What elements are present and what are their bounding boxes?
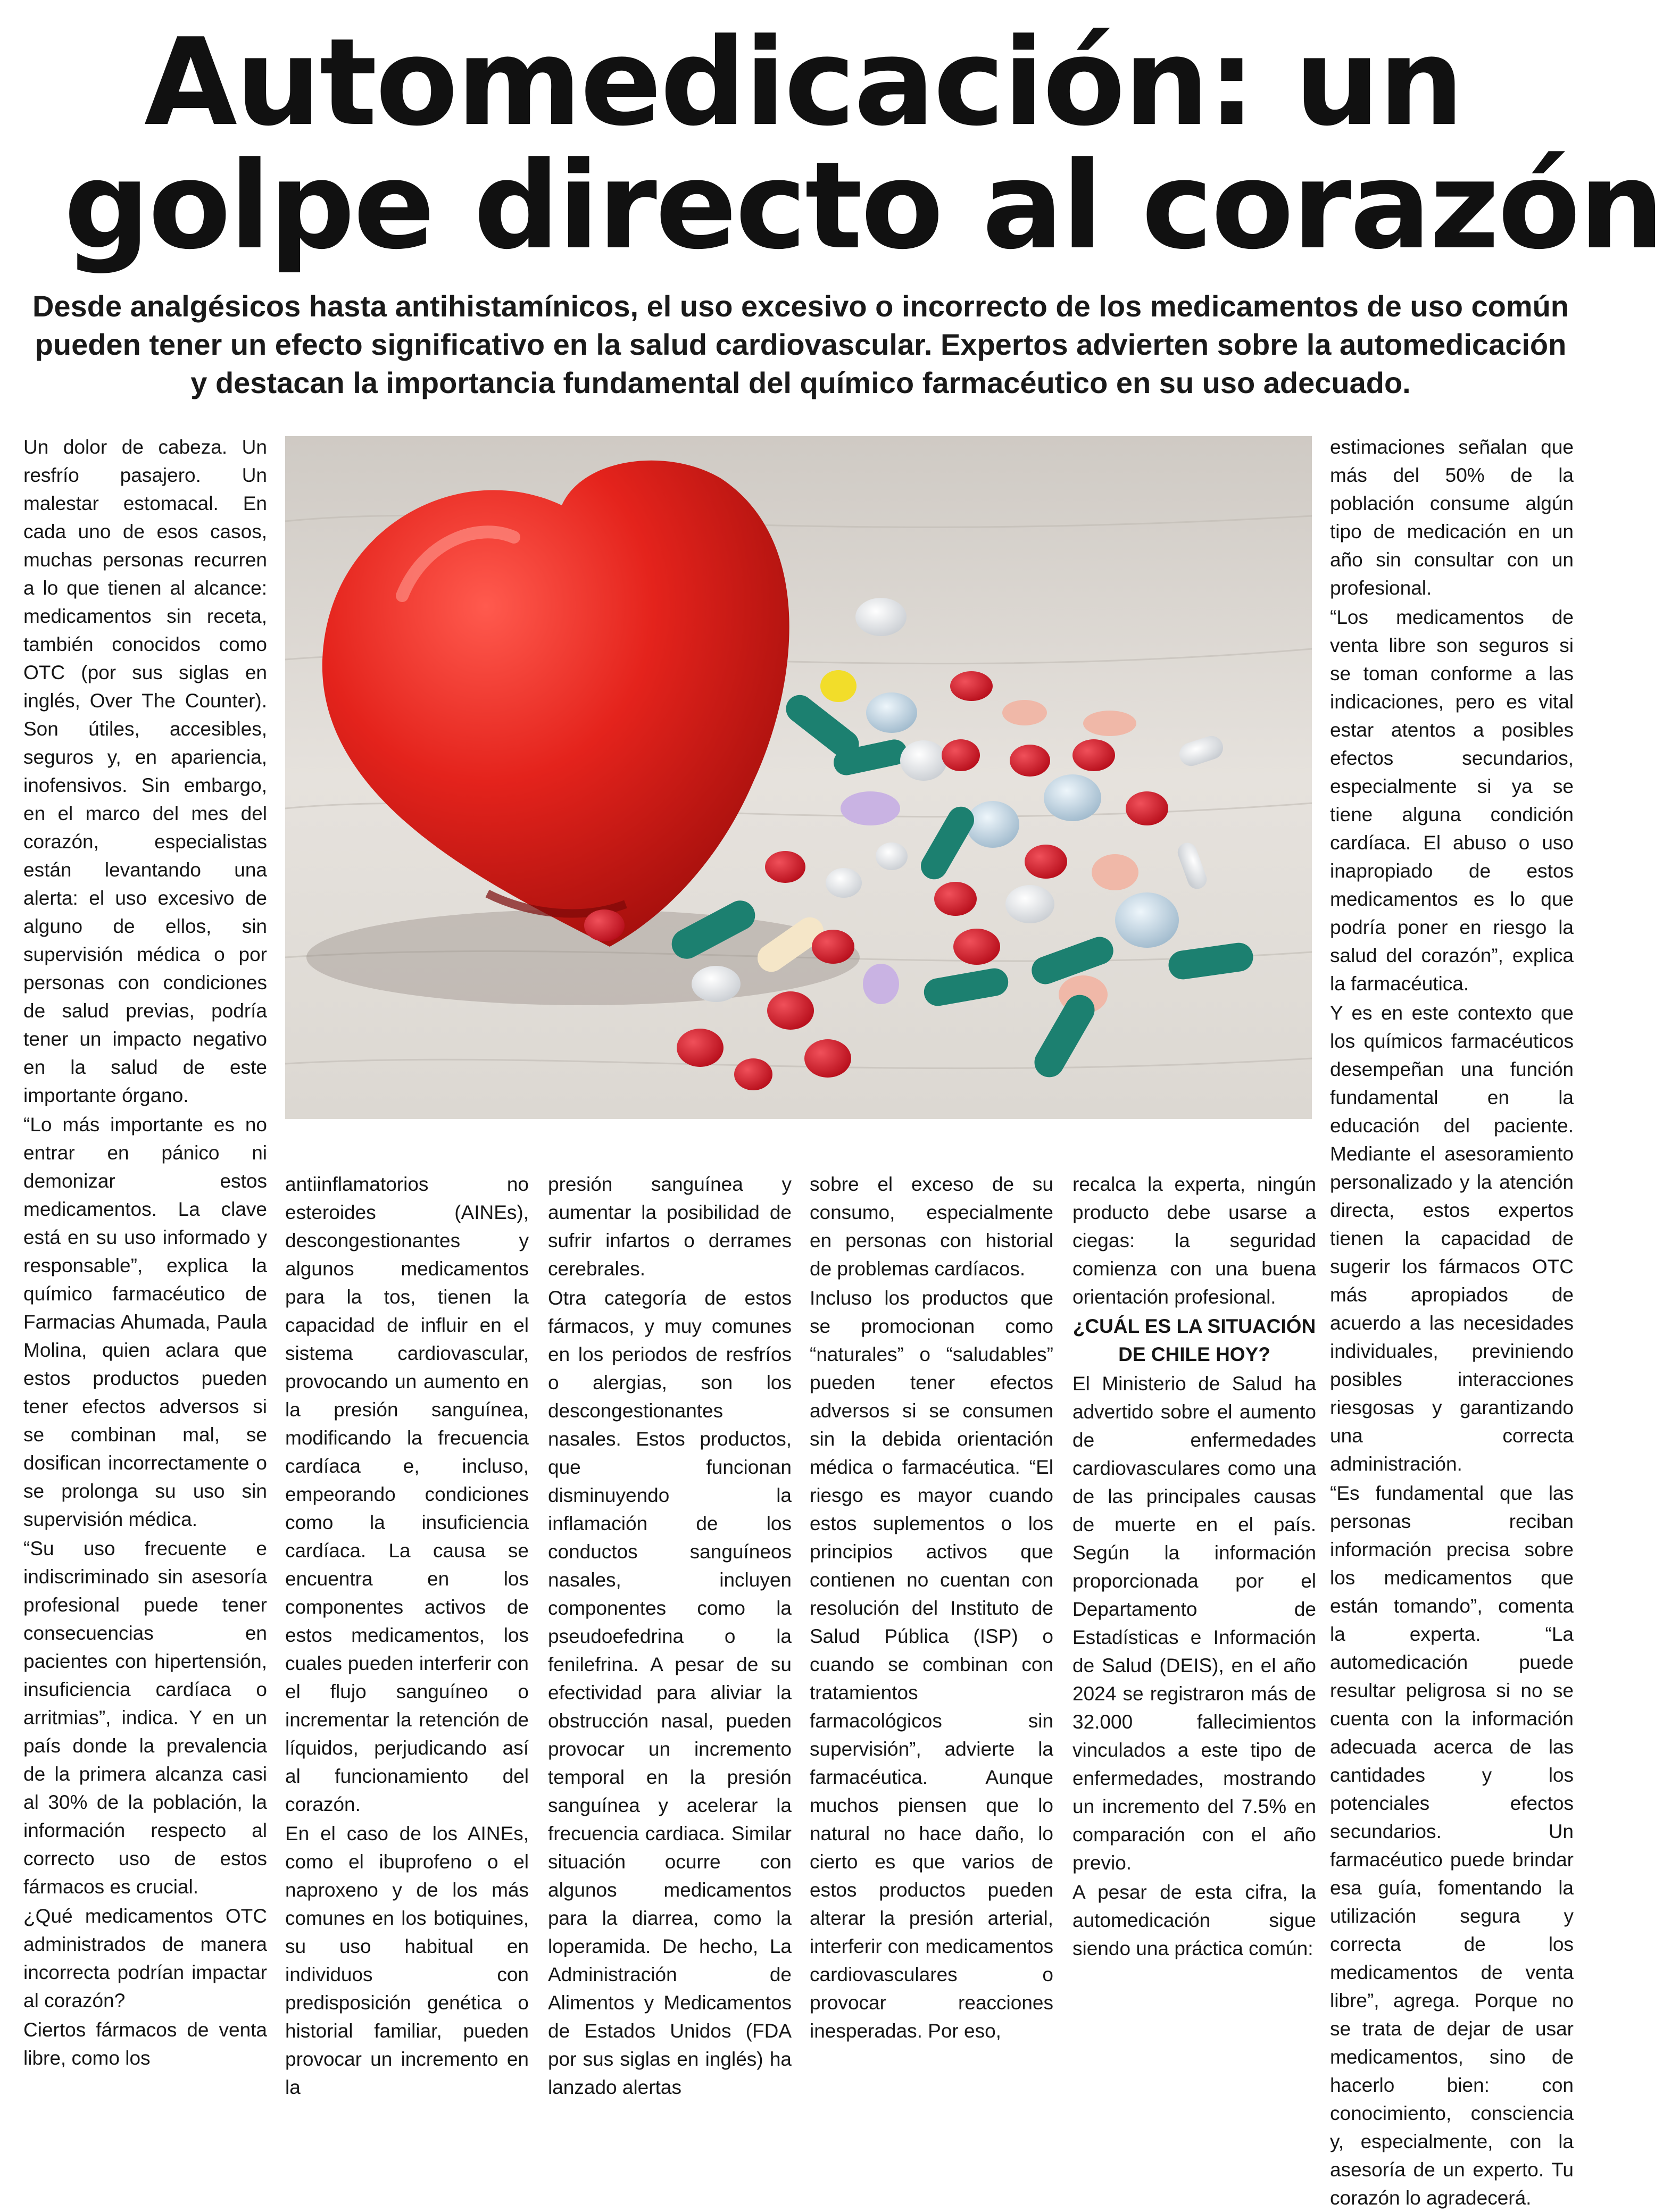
white-pill (876, 842, 908, 870)
paragraph: antiinflamatorios no esteroides (AINEs), descongestionantes y algunos medicamentos para la tos, tienen la capacidad de influir en el sistema cardiovascular, provocando un aumento en la presión sanguínea, modificando la frecuencia cardíaca e, incluso, empeorando condiciones como la insuficiencia cardíaca. La causa se encuentra en los componentes activos de estos medicamentos, los cuales pueden interferir con el flujo sanguíneo o incrementar la retención de líquidos, perjudicando así al funcionamiento del corazón. (285, 1173, 529, 1815)
paragraph: Ciertos fármacos de venta libre, como los (23, 2019, 267, 2069)
paragraph: presión sanguínea y aumentar la posibilidad de sufrir infartos o derrames cerebrales. (548, 1173, 792, 1280)
heart-and-pills-illustration (285, 436, 1312, 1119)
section-subheading: ¿CUÁL ES LA SITUACIÓN DE CHILE HOY? (1072, 1315, 1316, 1365)
lead-paragraph: Desde analgésicos hasta antihistamínicos, el uso excesivo o incorrecto de los medicamentos de uso común pueden tener un efecto significativo en la salud cardiovascular. Expertos advierten sobre la automedicación y destacan la importancia fundamental del químico farmacéutico en su uso adecuado. (32, 289, 1569, 399)
lilac-pill (863, 964, 899, 1004)
red-pill (677, 1029, 724, 1067)
red-pill (1126, 791, 1168, 825)
paragraph: “Los medicamentos de venta libre son seguros si se toman conforme a las indicaciones, pero es vital estar atentos a posibles efectos secundarios, especialmente si ya se tiene alguna condición cardíaca. El abuso o uso inapropiado de estos medicamentos es lo que podría poner en riesgo la salud del corazón”, explica la farmacéutica. (1330, 606, 1574, 995)
blue-pill (866, 692, 917, 733)
red-pill (767, 991, 814, 1030)
blue-pill (966, 801, 1019, 848)
red-pill (1072, 739, 1115, 771)
text-column-4 (810, 1170, 1053, 2042)
text-column-1 (23, 433, 267, 2069)
text-column-2 (285, 1170, 529, 2098)
red-pill (584, 909, 625, 941)
red-pill (1010, 745, 1050, 777)
red-pill (934, 882, 977, 916)
red-pill (765, 851, 805, 883)
headline-line-1: Automedicación: un (144, 13, 1463, 153)
paragraph: Un dolor de cabeza. Un resfrío pasajero. Un malestar estomacal. En cada uno de esos casos, muchas personas recurren a lo que tienen al alcance: medicamentos sin receta, también conocidos como OTC (por sus siglas en inglés, Over The Counter). Son útiles, accesibles, seguros y, en apariencia, inofensivos. Sin embargo, en el marco del mes del corazón, especialistas están levantando una alerta: el uso excesivo de alguno de ellos, sin supervisión médica o por personas con condiciones de salud previas, podría tener un impacto negativo en la salud de este importante órgano. (23, 436, 267, 1106)
lilac-pill (841, 791, 900, 825)
blue-pill (1044, 774, 1101, 821)
red-pill (804, 1039, 851, 1078)
red-pill (942, 739, 980, 771)
paragraph: A pesar de esta cifra, la automedicación sigue siendo una práctica común: (1072, 1881, 1316, 1959)
paragraph: recalca la experta, ningún producto debe usarse a ciegas: la seguridad comienza con una buena orientación profesional. (1072, 1173, 1316, 1308)
red-pill (734, 1058, 772, 1090)
red-pill (1025, 845, 1067, 879)
white-pill (855, 598, 907, 636)
paragraph: ¿Qué medicamentos OTC administrados de manera incorrecta podrían impactar al corazón? (23, 1905, 267, 2011)
text-column-6 (1330, 433, 1574, 2209)
text-column-3 (548, 1170, 792, 2098)
red-pill (950, 671, 993, 701)
headline (64, 13, 1663, 276)
peach-pill (1092, 854, 1138, 890)
yellow-pill (820, 670, 857, 702)
paragraph: “Su uso frecuente e indiscriminado sin asesoría profesional puede tener consecuencias en pacientes con hipertensión, insuficiencia cardíaca o arritmias”, indica. Y en un país donde la prevalencia de la primera alcanza casi al 30% de la población, la información respecto al correcto uso de estos fármacos es crucial. (23, 1538, 267, 1898)
white-pill (826, 868, 862, 898)
headline-line-2: golpe directo al corazón (64, 136, 1663, 276)
peach-pill (1083, 711, 1136, 736)
red-pill (953, 929, 1000, 965)
paragraph: Y es en este contexto que los químicos farmacéuticos desempeñan una función fundamental en la educación del paciente. Mediante el asesoramiento personalizado y la atención directa, estos expertos tienen la capacidad de sugerir los fármacos OTC más apropiados de acuerdo a las necesidades individuales, previniendo posibles interacciones riesgosas y garantizando una correcta administración. (1330, 1002, 1574, 1475)
paragraph: sobre el exceso de su consumo, especialmente en personas con historial de problemas cardíacos. (810, 1173, 1053, 1280)
paragraph: Incluso los productos que se promocionan como “naturales” o “saludables” pueden tener efectos adversos si se consumen sin la debida orientación médica o farmacéutica. “El riesgo es mayor cuando estos suplementos o los principios activos que contienen no cuentan con resolución del Instituto de Salud Pública (ISP) o cuando se combinan con tratamientos farmacológicos sin supervisión”, advierte la farmacéutica. Aunque muchos piensen que lo natural no hace daño, lo cierto es que varios de estos productos pueden alterar la presión arterial, interferir con medicamentos cardiovasculares o provocar reacciones inesperadas. Por eso, (810, 1287, 1053, 2042)
paragraph: “Es fundamental que las personas reciban información precisa sobre los medicamentos que están tomando”, comenta la experta. “La automedicación puede resultar peligrosa si no se cuenta con la información adecuada acerca de las cantidades y los potenciales efectos secundarios. Un farmacéutico puede brindar esa guía, fomentando la utilización segura y correcta de los medicamentos de venta libre”, agrega. Porque no se trata de dejar de usar medicamentos, sino de hacerlo bien: con conocimiento, consciencia y, especialmente, con la asesoría de un experto. Tu corazón lo agradecerá. (1330, 1482, 1574, 2209)
red-pill (812, 930, 854, 964)
paragraph: Otra categoría de estos fármacos, y muy comunes en los periodos de resfríos o alergias, son los descongestionantes nasales. Estos productos, que funcionan disminuyendo la inflamación de los conductos sanguíneos nasales, incluyen componentes como la pseudoefedrina o la fenilefrina. A pesar de su efectividad para aliviar la obstrucción nasal, pueden provocar un incremento temporal en la presión sanguínea y acelerar la frecuencia cardiaca. Similar situación ocurre con algunos medicamentos para la diarrea, como la loperamida. De hecho, La Administración de Alimentos y Medicamentos de Estados Unidos (FDA por sus siglas en inglés) ha lanzado alertas (548, 1287, 792, 2098)
paragraph: El Ministerio de Salud ha advertido sobre el aumento de enfermedades cardiovasculares como una de las principales causas de muerte en el país. Según la información proporcionada por el Departamento de Estadísticas e Información de Salud (DEIS), en el año 2024 se registraron más de 32.000 fallecimientos vinculados a este tipo de enfermedades, mostrando un incremento del 7.5% en comparación con el año previo. (1072, 1373, 1316, 1874)
white-pill (692, 966, 741, 1002)
white-pill (900, 740, 947, 781)
paragraph: “Lo más importante es no entrar en pánico ni demonizar estos medicamentos. La clave está en su uso informado y responsable”, explica la químico farmacéutico de Farmacias Ahumada, Paula Molina, quien aclara que estos productos pueden tener efectos adversos si se combinan mal, se dosifican incorrectamente o se prolonga su uso sin supervisión médica. (23, 1114, 267, 1530)
paragraph: En el caso de los AINEs, como el ibuprofeno o el naproxeno y de los más comunes en los botiquines, su uso habitual en individuos con predisposición genética o historial familiar, pueden provocar un incremento en la (285, 1823, 529, 2098)
text-column-5 (1072, 1170, 1316, 1957)
blue-pill (1115, 892, 1179, 948)
paragraph: estimaciones señalan que más del 50% de la población consume algún tipo de medicación en un año sin consultar con un profesional. (1330, 436, 1574, 599)
white-pill (1005, 885, 1054, 923)
heart-and-pills-image (285, 436, 1312, 1119)
peach-pill (1002, 700, 1047, 725)
